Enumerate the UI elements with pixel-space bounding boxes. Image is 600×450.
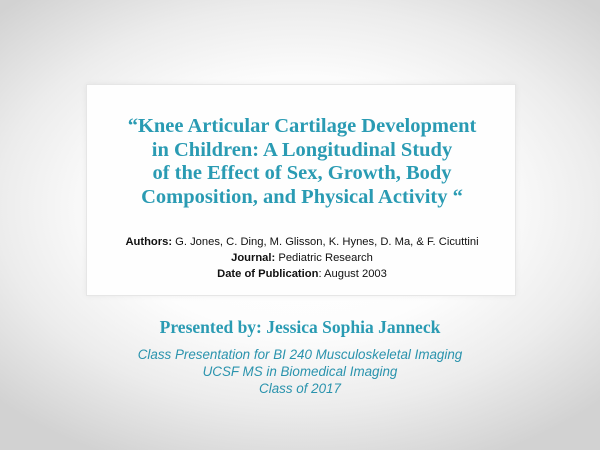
publication-date-label: Date of Publication xyxy=(217,268,319,280)
publication-date-line xyxy=(87,266,517,282)
authors-line xyxy=(87,234,517,250)
journal-value: Pediatric Research xyxy=(275,252,373,264)
subtitle-line: UCSF MS in Biomedical Imaging xyxy=(202,364,398,379)
slide-title xyxy=(87,115,517,209)
authors-value: G. Jones, C. Ding, M. Glisson, K. Hynes, D. Ma, & F. Cicuttini xyxy=(172,236,479,248)
subtitle-line: Class of 2017 xyxy=(259,381,341,396)
publication-date-value: : August 2003 xyxy=(318,268,387,280)
title-line: Composition, and Physical Activity “ xyxy=(141,185,463,208)
publication-info xyxy=(87,234,517,282)
title-line: “Knee Articular Cartilage Development xyxy=(127,115,477,137)
subtitle-line: Class Presentation for BI 240 Musculoskeletal Imaging xyxy=(137,347,463,362)
presenter-line: Presented by: Jessica Sophia Janneck xyxy=(159,317,441,337)
journal-line xyxy=(87,250,517,266)
title-box xyxy=(86,84,516,296)
authors-label: Authors: xyxy=(125,236,173,248)
subtitle-block xyxy=(0,346,600,397)
title-line: in Children: A Longitudinal Study xyxy=(151,138,453,161)
title-line: of the Effect of Sex, Growth, Body xyxy=(152,162,452,184)
journal-label: Journal: xyxy=(231,252,276,264)
